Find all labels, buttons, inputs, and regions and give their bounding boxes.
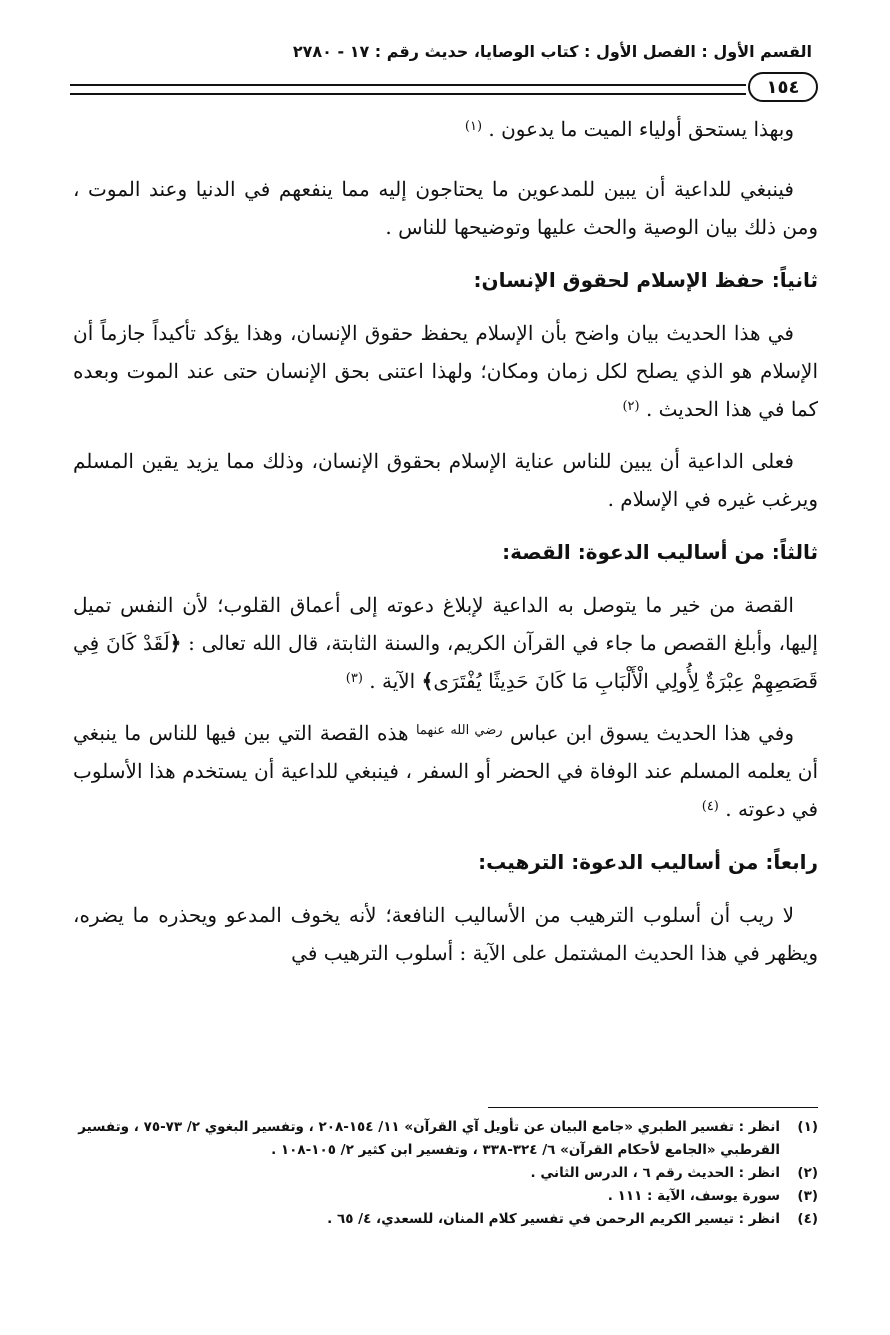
footnote-ref: (٢) xyxy=(622,399,640,414)
section-heading: ثانياً: حفظ الإسلام لحقوق الإنسان: xyxy=(473,268,818,292)
running-header: القسم الأول : الفصل الأول : كتاب الوصايا، حديث رقم : ١٧ - ٢٧٨٠ xyxy=(292,42,812,61)
section-heading: ثالثاً: من أساليب الدعوة: القصة: xyxy=(502,540,818,564)
double-rule-line xyxy=(70,84,746,95)
footnote-text: انظر : تيسير الكريم الرحمن في تفسير كلام المنان، للسعدي، ٤/ ٦٥ . xyxy=(327,1211,780,1227)
footnote-number: (٤) xyxy=(797,1211,818,1227)
paragraph xyxy=(73,314,818,428)
footnote xyxy=(73,1162,818,1185)
paragraph-text: فعلى الداعية أن يبين للناس عناية الإسلام بحقوق الإنسان، وذلك مما يزيد يقين المسلم ويرغب غيره في الإسلام . xyxy=(73,449,818,511)
paragraph xyxy=(73,896,818,972)
footnote-ref: (١) xyxy=(464,119,483,134)
paragraph-text: لا ريب أن أسلوب الترهيب من الأساليب النافعة؛ لأنه يخوف المدعو ويحذره ما يضره، ويظهر في هذا الحديث المشتمل على الآية : أسلوب الترهيب في xyxy=(73,903,818,965)
paragraph-text: وبهذا يستحق أولياء الميت ما يدعون . xyxy=(488,117,794,141)
footnote xyxy=(73,1185,818,1208)
paragraph-text: القصة من خير ما يتوصل به الداعية لإبلاغ دعوته إلى أعماق القلوب؛ لأن النفس تميل إليها، وأبلغ القصص ما جاء في القرآن الكريم، والسنة الثابتة، قال الله تعالى : xyxy=(73,593,818,655)
paragraph-text: في هذا الحديث بيان واضح بأن الإسلام يحفظ حقوق الإنسان، وهذا يؤكد تأكيداً جازماً أن الإسلام هو الذي يصلح لكل زمان ومكان؛ ولهذا اعتنى بحق الإنسان حتى عند الموت وبعده كما في هذا الحديث . xyxy=(73,321,818,421)
honorific-glyph: رضي الله عنهما xyxy=(415,723,503,738)
footnote-separator xyxy=(488,1107,818,1108)
page-number: ١٥٤ xyxy=(748,72,818,102)
verse-open-bracket: ﴿ xyxy=(169,631,182,655)
verse-close-bracket: ﴾ xyxy=(421,669,434,693)
paragraph xyxy=(73,170,818,246)
paragraph xyxy=(73,714,818,828)
paragraph-text: وفي هذا الحديث يسوق ابن عباس xyxy=(509,721,795,745)
paragraph-text: فينبغي للداعية أن يبين للمدعوين ما يحتاجون إليه مما ينفعهم في الدنيا وعند الموت ، ومن ذلك بيان الوصية والحث عليها وتوضيحها للناس . xyxy=(73,177,818,239)
footnote-ref: (٤) xyxy=(701,799,719,814)
footnotes xyxy=(73,1116,818,1231)
footnote-number: (١) xyxy=(797,1119,818,1135)
header-rule xyxy=(70,72,818,106)
paragraph xyxy=(73,110,818,148)
footnote-number: (٣) xyxy=(797,1188,818,1204)
paragraph-text: الآية . xyxy=(369,669,416,693)
footnote-text: انظر : الحديث رقم ٦ ، الدرس الثاني . xyxy=(530,1165,780,1181)
footnote-text: سورة يوسف، الآية : ١١١ . xyxy=(607,1188,780,1204)
section-heading: رابعاً: من أساليب الدعوة: الترهيب: xyxy=(478,850,818,874)
paragraph-text: هذه القصة التي بين فيها للناس ما ينبغي أن يعلمه المسلم عند الوفاة في الحضر أو السفر ، فينبغي للداعية أن يستخدم هذا الأسلوب في دعوته . xyxy=(73,721,818,821)
footnote-ref: (٣) xyxy=(345,671,363,686)
paragraph xyxy=(73,442,818,518)
footnote xyxy=(73,1208,818,1231)
quran-verse: لَقَدْ كَانَ فِي قَصَصِهِمْ عِبْرَةٌ لِأُولِي الْأَلْبَابِ مَا كَانَ حَدِيثًا يُفْتَرَى xyxy=(73,631,818,693)
paragraph xyxy=(73,586,818,700)
main-text xyxy=(73,110,818,972)
footnote-text: انظر : تفسير الطبري «جامع البيان عن تأويل آي القرآن» ١١/ ١٥٤-٢٠٨ ، وتفسير البغوي ٢/ ٧٣-٧٥ ، وتفسير القرطبي «الجامع لأحكام القرآن» ٦/ ٣٢٤-٣٣٨ ، وتفسير ابن كثير ٢/ ١٠٥-١٠٨ . xyxy=(78,1119,780,1158)
footnote-number: (٢) xyxy=(797,1165,818,1181)
footnote xyxy=(73,1116,818,1162)
